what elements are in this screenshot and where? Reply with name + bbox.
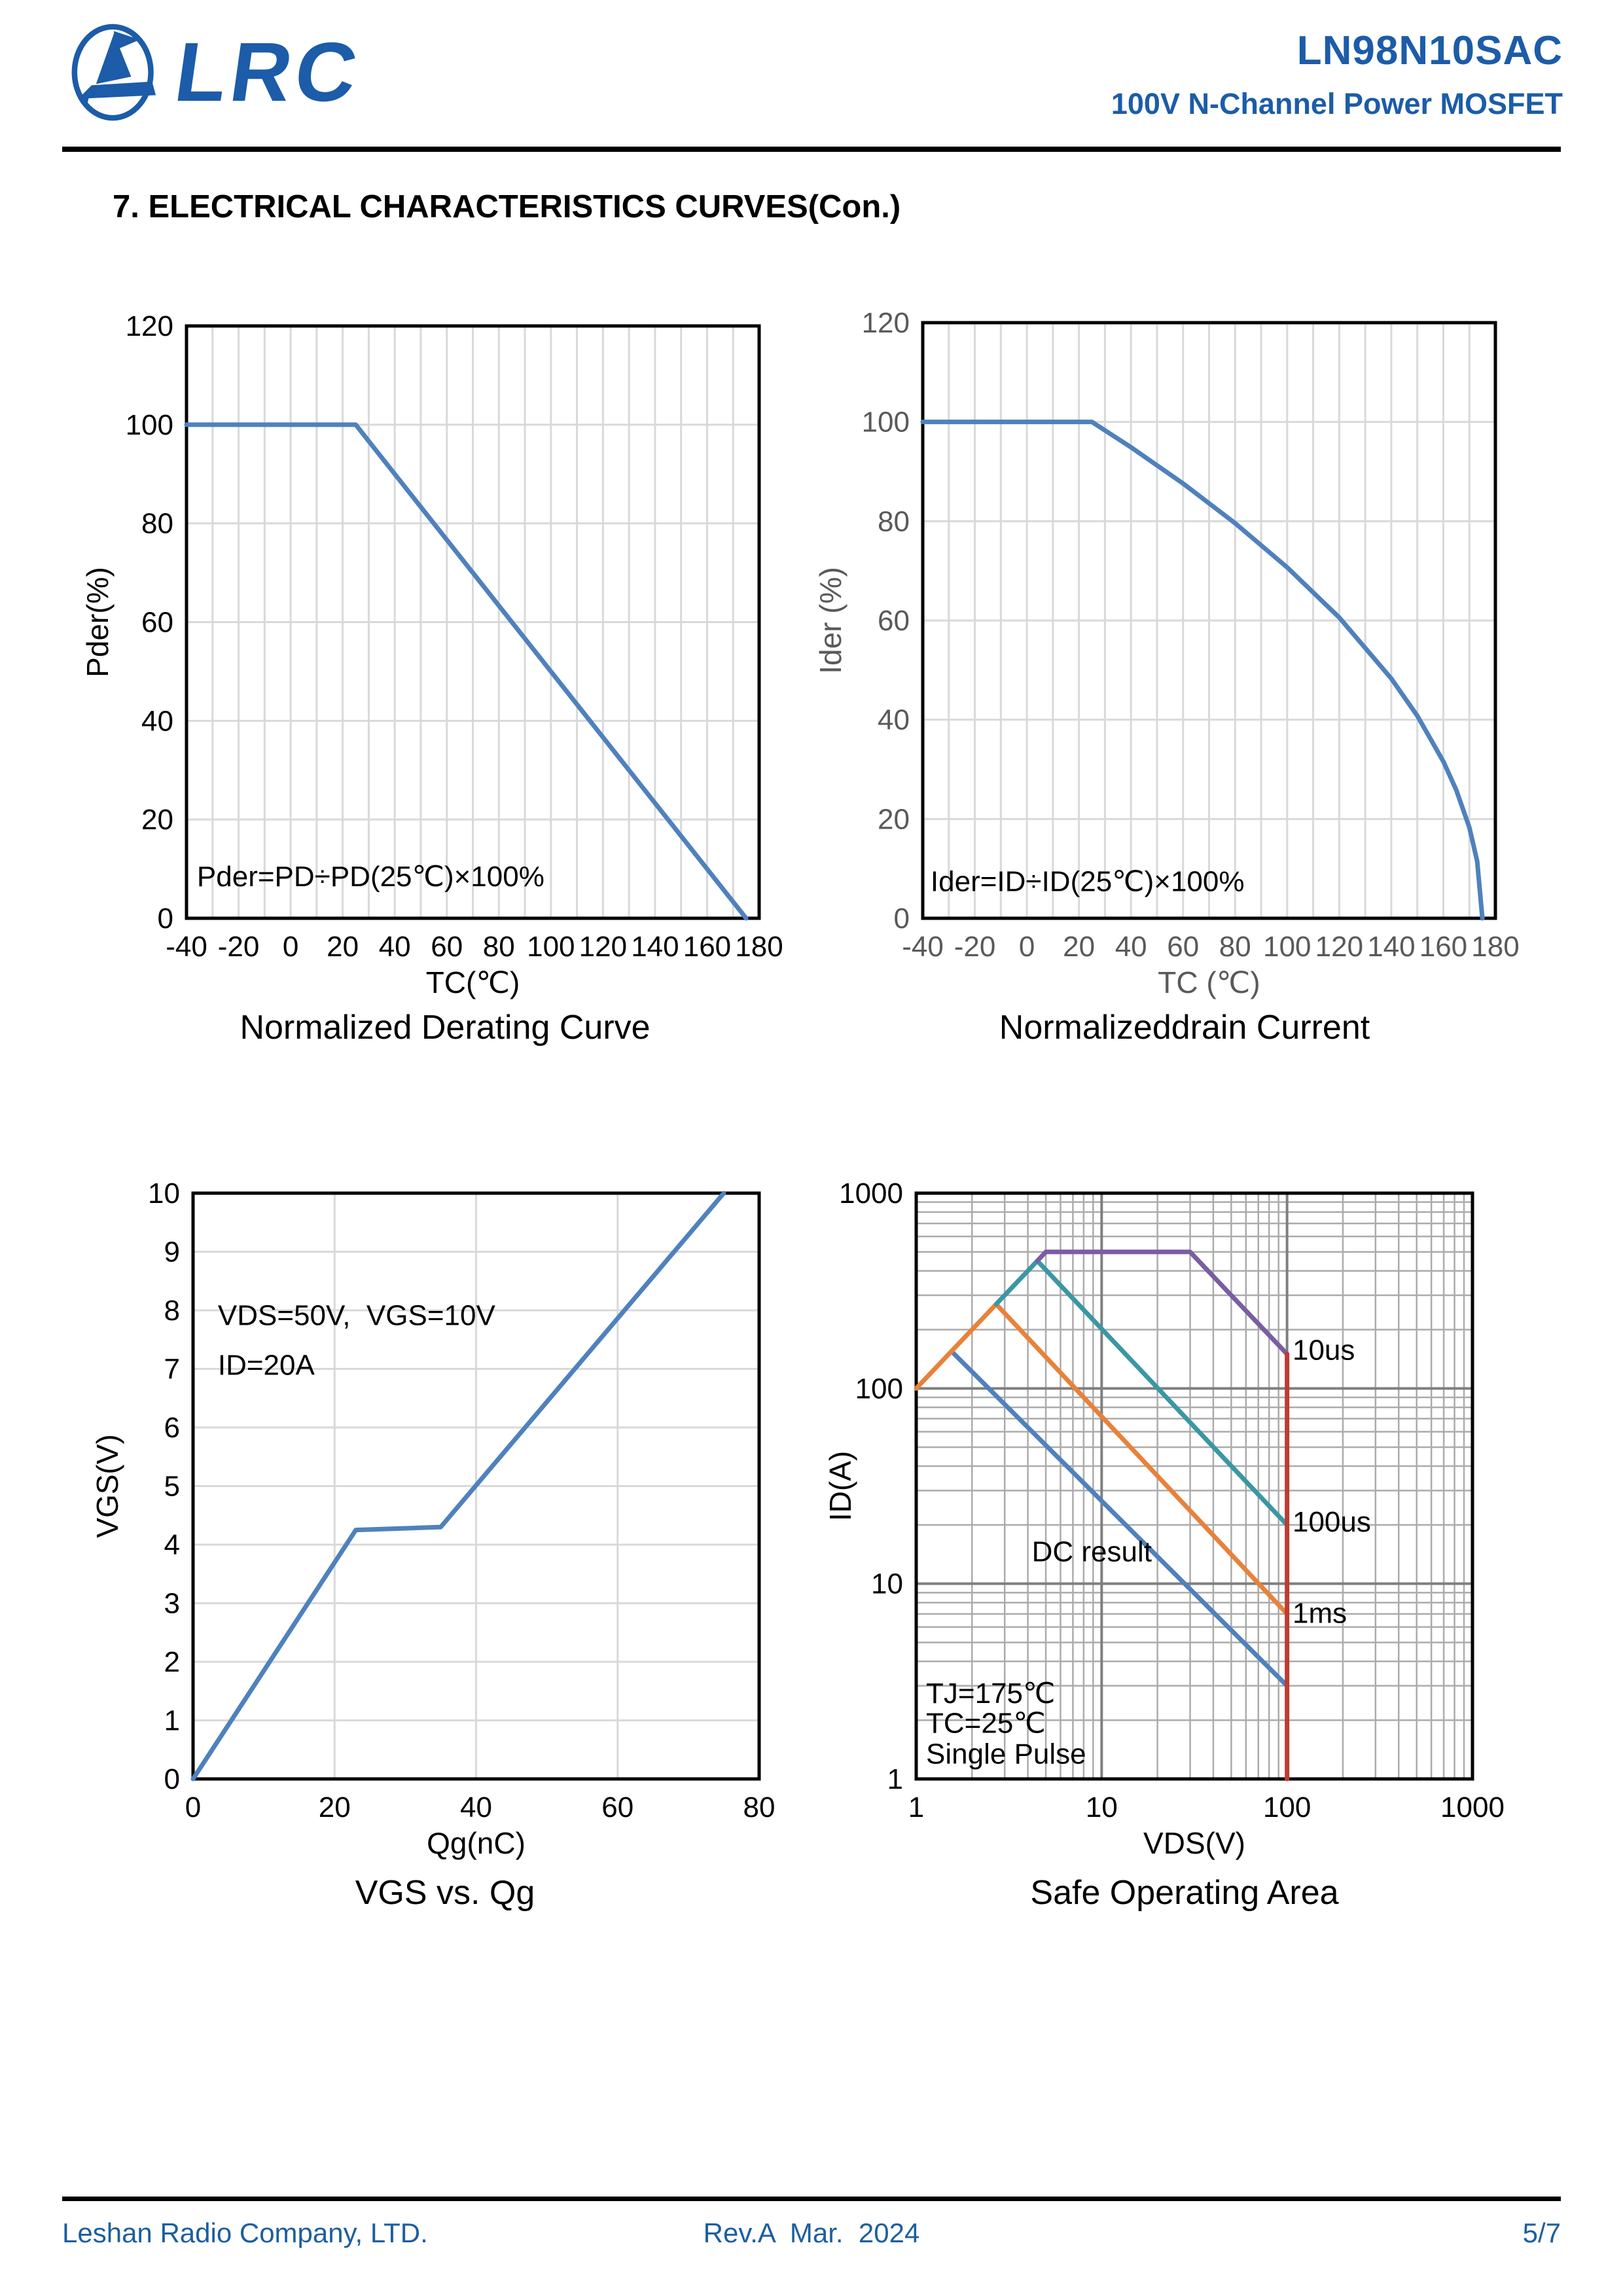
svg-text:40: 40 [1115,931,1147,963]
svg-text:VGS(V): VGS(V) [90,1434,124,1538]
svg-text:Pder=PD÷PD(25℃)×100%: Pder=PD÷PD(25℃)×100% [196,860,544,893]
lrc-emblem-icon [62,18,167,126]
svg-text:VDS(V): VDS(V) [1143,1826,1245,1860]
svg-text:1: 1 [164,1704,180,1737]
svg-text:80: 80 [743,1791,776,1823]
svg-text:80: 80 [878,505,910,538]
header-titles [1111,27,1563,121]
svg-text:40: 40 [378,931,411,963]
svg-text:-20: -20 [954,931,996,963]
svg-text:Single Pulse: Single Pulse [926,1738,1086,1770]
svg-text:120: 120 [861,307,910,339]
svg-text:TC (℃): TC (℃) [1158,965,1260,999]
footer-revision: Rev.A Mar. 2024 [703,2217,920,2248]
svg-text:1: 1 [887,1763,903,1795]
svg-text:40: 40 [141,705,173,738]
svg-text:2: 2 [164,1646,180,1678]
section-title: 7. ELECTRICAL CHARACTERISTICS CURVES(Con.) [113,189,901,224]
svg-text:3: 3 [164,1587,180,1620]
svg-text:ID(A): ID(A) [823,1450,857,1522]
svg-text:4: 4 [164,1529,180,1561]
svg-text:10us: 10us [1292,1334,1355,1367]
lrc-logo [62,18,367,126]
svg-text:-40: -40 [166,931,207,963]
footer-page-number: 5/7 [1522,2217,1561,2248]
svg-text:1ms: 1ms [1292,1597,1347,1630]
chart-vgs_qg [79,1157,812,1887]
svg-text:9: 9 [164,1236,180,1268]
svg-text:100us: 100us [1292,1505,1371,1538]
svg-text:160: 160 [1419,931,1468,963]
svg-text:140: 140 [1367,931,1416,963]
svg-text:Qg(nC): Qg(nC) [427,1826,526,1860]
svg-text:0: 0 [1018,931,1035,963]
svg-text:VDS=50V, VGS=10V: VDS=50V, VGS=10V [217,1299,495,1332]
footer-company: Leshan Radio Company, LTD. [62,2217,428,2248]
svg-text:0: 0 [893,903,910,935]
svg-text:40: 40 [878,704,910,736]
svg-text:60: 60 [878,605,910,637]
svg-text:80: 80 [482,931,515,963]
svg-text:100: 100 [861,406,910,439]
svg-text:40: 40 [460,1791,492,1823]
part-subtitle: 100V N-Channel Power MOSFET [1111,87,1563,120]
svg-text:TC=25℃: TC=25℃ [926,1707,1046,1740]
svg-text:180: 180 [1471,931,1520,963]
svg-text:6: 6 [164,1412,180,1444]
chart-caption-vgs-qg: VGS vs. Qg [355,1874,535,1912]
svg-text:20: 20 [1063,931,1096,963]
svg-text:0: 0 [157,903,173,935]
svg-text:10: 10 [148,1177,180,1210]
svg-text:TC(℃): TC(℃) [425,965,520,999]
svg-text:120: 120 [1315,931,1364,963]
chart-soa [812,1157,1558,1887]
svg-text:20: 20 [327,931,359,963]
svg-text:160: 160 [683,931,732,963]
svg-text:20: 20 [318,1791,351,1823]
svg-text:1000: 1000 [839,1177,903,1210]
svg-text:180: 180 [735,931,783,963]
svg-text:0: 0 [282,931,299,963]
svg-text:Pder(%): Pder(%) [80,567,115,677]
footer-divider [62,2197,1561,2201]
svg-text:120: 120 [125,310,173,342]
svg-text:TJ=175℃: TJ=175℃ [926,1677,1056,1710]
svg-text:-40: -40 [902,931,944,963]
chart-derating [79,287,812,1016]
svg-text:1000: 1000 [1440,1791,1505,1823]
svg-text:100: 100 [125,408,173,441]
svg-text:1: 1 [908,1791,925,1823]
svg-text:10: 10 [871,1568,903,1600]
svg-text:0: 0 [185,1791,202,1823]
svg-text:100: 100 [1262,1791,1311,1823]
svg-text:20: 20 [141,804,173,836]
svg-text:Ider=ID÷ID(25℃)×100%: Ider=ID÷ID(25℃)×100% [930,865,1245,898]
svg-text:80: 80 [1219,931,1251,963]
chart-caption-soa: Safe Operating Area [1030,1874,1339,1912]
svg-text:Ider (%): Ider (%) [813,567,847,674]
chart-caption-ider: Normalizeddrain Current [999,1009,1370,1047]
svg-text:100: 100 [855,1372,903,1405]
svg-text:60: 60 [141,606,173,639]
svg-text:100: 100 [527,931,575,963]
lrc-logo-text: LRC [169,25,367,119]
chart-caption-derating: Normalized Derating Curve [240,1009,651,1047]
svg-text:80: 80 [141,507,173,540]
svg-text:10: 10 [1085,1791,1118,1823]
svg-text:-20: -20 [217,931,260,963]
svg-text:100: 100 [1263,931,1311,963]
svg-text:140: 140 [631,931,679,963]
svg-text:8: 8 [164,1295,180,1327]
svg-text:0: 0 [164,1763,180,1795]
chart-ider [812,287,1558,1016]
part-number: LN98N10SAC [1296,28,1563,73]
svg-text:60: 60 [431,931,463,963]
svg-text:60: 60 [1167,931,1200,963]
svg-text:DC result: DC result [1031,1535,1152,1568]
footer [62,2217,1561,2257]
svg-text:120: 120 [579,931,628,963]
svg-text:5: 5 [164,1470,180,1503]
header-divider [62,147,1561,152]
svg-text:ID=20A: ID=20A [217,1349,315,1382]
svg-text:60: 60 [601,1791,634,1823]
svg-text:20: 20 [878,803,910,836]
svg-text:7: 7 [164,1353,180,1386]
